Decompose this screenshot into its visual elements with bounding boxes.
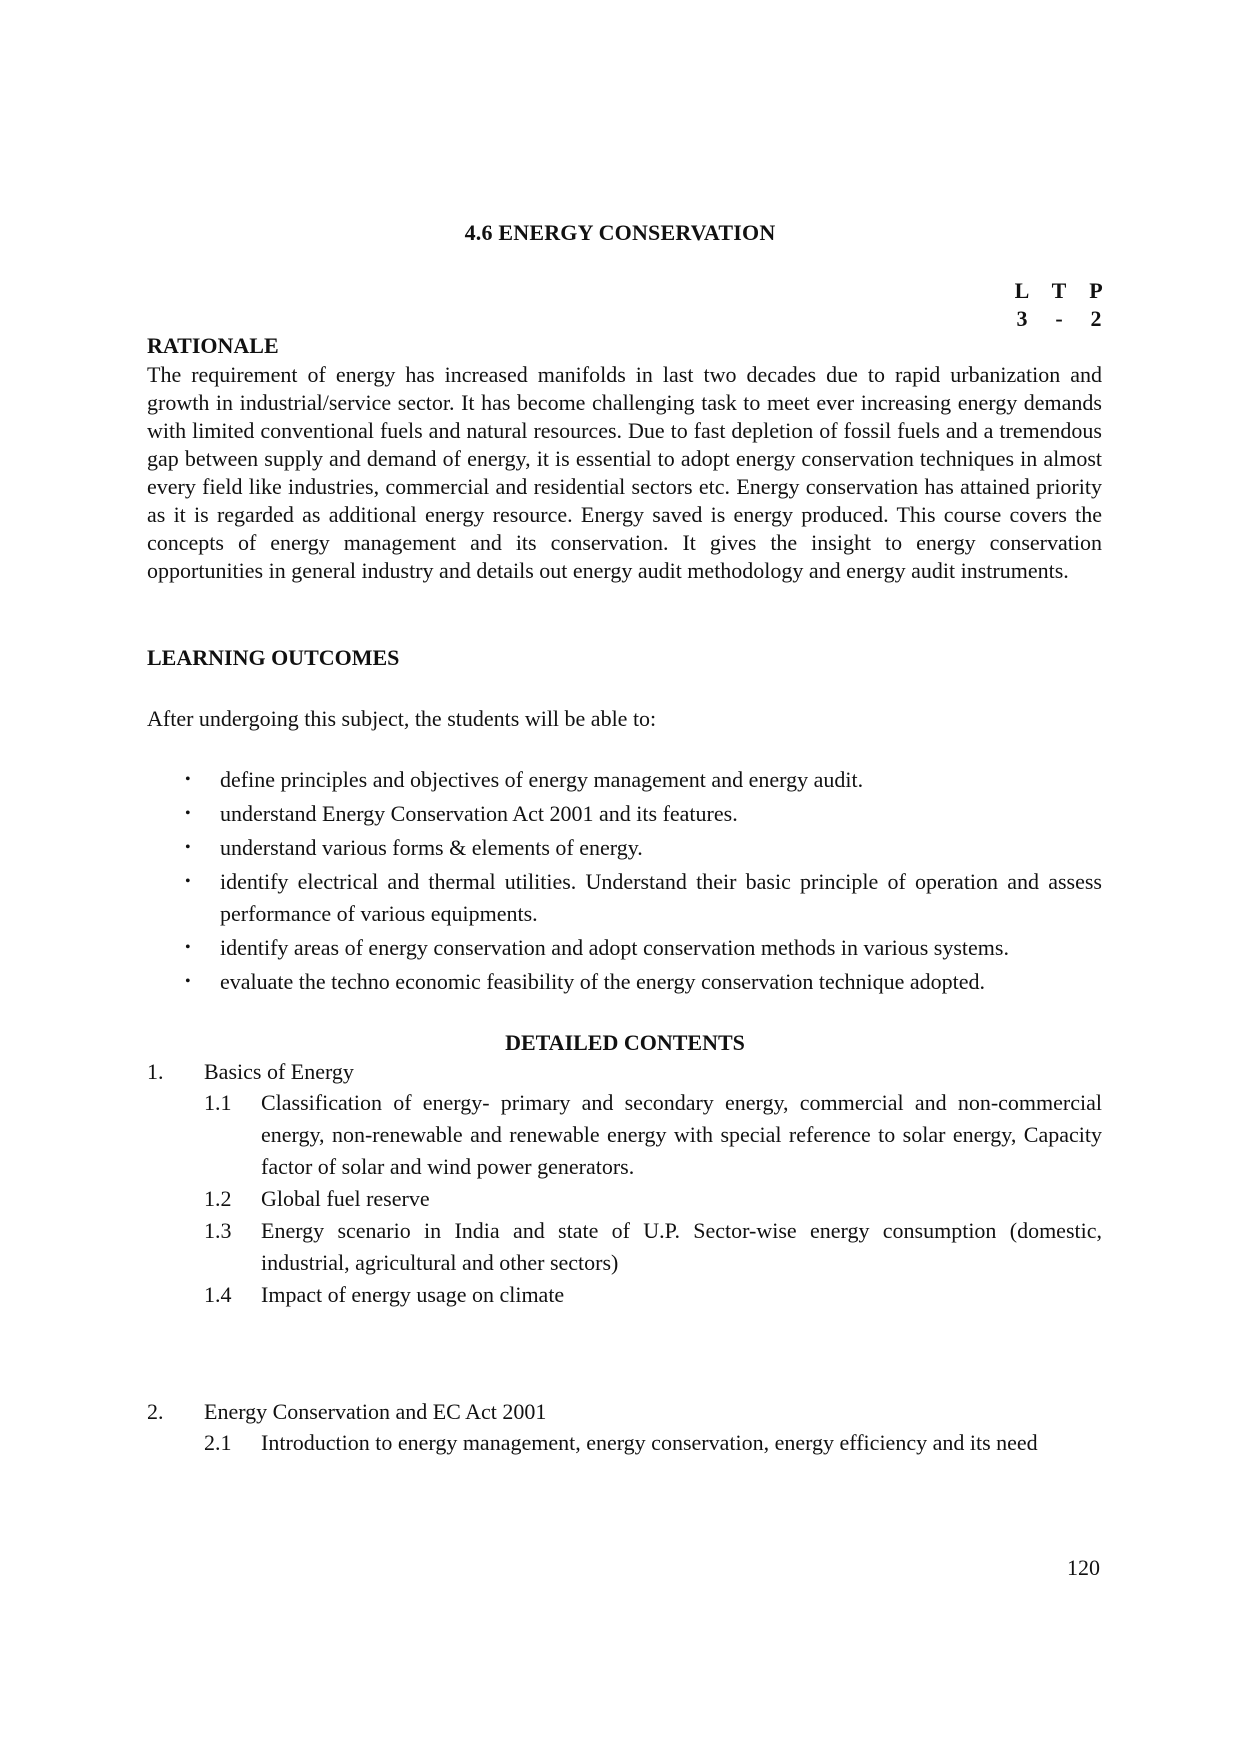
sub-topic-text: Impact of energy usage on climate (261, 1282, 565, 1307)
outcome-text: understand Energy Conservation Act 2001 and its features. (220, 801, 738, 826)
bullet-icon: • (185, 805, 191, 822)
course-title: 4.6 ENERGY CONSERVATION (464, 220, 776, 245)
unit-title: Energy Conservation and EC Act 2001 (204, 1399, 547, 1424)
sub-topic (147, 1279, 1102, 1311)
sub-topic (147, 1183, 1102, 1215)
ltp-value-l: 3 (1016, 306, 1028, 331)
learning-outcomes-intro: After undergoing this subject, the students will be able to: (147, 706, 657, 731)
learning-outcomes-list (147, 764, 1102, 1000)
unit-2 (147, 1397, 1102, 1459)
outcome-text: define principles and objectives of energy management and energy audit. (220, 767, 864, 792)
unit-1 (147, 1057, 1102, 1311)
unit-title: Basics of Energy (204, 1059, 354, 1084)
bullet-icon: • (185, 839, 191, 856)
list-item (147, 832, 1102, 864)
list-item (147, 764, 1102, 796)
ltp-header-row (1010, 277, 1108, 305)
sub-topic (147, 1427, 1102, 1459)
bullet-icon: • (185, 771, 191, 788)
unit-title-row (147, 1057, 1102, 1087)
rationale-heading: RATIONALE (147, 333, 279, 358)
list-item (147, 932, 1102, 964)
sub-topic-number: 2.1 (204, 1430, 232, 1455)
rationale-paragraph: The requirement of energy has increased manifolds in last two decades due to rapid urbanization and growth in industrial/service sector. It has become challenging task to meet ever increasing energy demands with limited conventional fuels and natural resources. Due to fast depletion of fossil fuels and a tremendous gap between supply and demand of energy, it is essential to adopt energy conservation techniques in almost every field like industries, commercial and residential sectors etc. Energy conservation has attained priority as it is regarded as additional energy resource. Energy saved is energy produced. This course covers the concepts of energy management and its conservation. It gives the insight to energy conservation opportunities in general industry and details out energy audit methodology and energy audit instruments. (147, 362, 1102, 583)
sub-topic-number: 1.3 (204, 1218, 232, 1243)
sub-topic-text: Classification of energy- primary and secondary energy, commercial and non-commercial energy, non-renewable and renewable energy with special reference to solar energy, Capacity factor of solar and wind power generators. (261, 1090, 1102, 1179)
ltp-header-t: T (1051, 278, 1067, 303)
outcome-text: evaluate the techno economic feasibility of the energy conservation technique adopted. (220, 969, 986, 994)
outcome-text: identify areas of energy conservation and adopt conservation methods in various systems. (220, 935, 1009, 960)
unit-number: 2. (147, 1399, 164, 1424)
ltp-value-row (1010, 305, 1108, 333)
sub-topic-number: 1.2 (204, 1186, 232, 1211)
outcome-text: understand various forms & elements of energy. (220, 835, 643, 860)
detailed-contents-heading: DETAILED CONTENTS (505, 1030, 745, 1055)
unit-title-row (147, 1397, 1102, 1427)
sub-topic-number: 1.4 (204, 1282, 232, 1307)
sub-topic-text: Global fuel reserve (261, 1186, 430, 1211)
list-item (147, 798, 1102, 830)
bullet-icon: • (185, 973, 191, 990)
sub-topic-number: 1.1 (204, 1090, 232, 1115)
unit-number: 1. (147, 1059, 164, 1084)
bullet-icon: • (185, 939, 191, 956)
ltp-table (1010, 277, 1108, 333)
ltp-header-l: L (1014, 278, 1030, 303)
page-number: 120 (1067, 1555, 1100, 1580)
list-item (147, 966, 1102, 998)
learning-outcomes-heading: LEARNING OUTCOMES (147, 645, 400, 670)
sub-topic-text: Energy scenario in India and state of U.P. Sector-wise energy consumption (domestic, industrial, agricultural and other sectors) (261, 1218, 1102, 1275)
sub-topic-text: Introduction to energy management, energy conservation, energy efficiency and its need (261, 1430, 1038, 1455)
bullet-icon: • (185, 873, 191, 890)
list-item (147, 866, 1102, 930)
sub-topic (147, 1215, 1102, 1279)
ltp-value-t: - (1055, 306, 1063, 331)
sub-topic (147, 1087, 1102, 1183)
ltp-value-p: 2 (1090, 306, 1102, 331)
ltp-header-p: P (1089, 278, 1103, 303)
outcome-text: identify electrical and thermal utilities. Understand their basic principle of operation and assess performance of various equipments. (220, 869, 1102, 926)
